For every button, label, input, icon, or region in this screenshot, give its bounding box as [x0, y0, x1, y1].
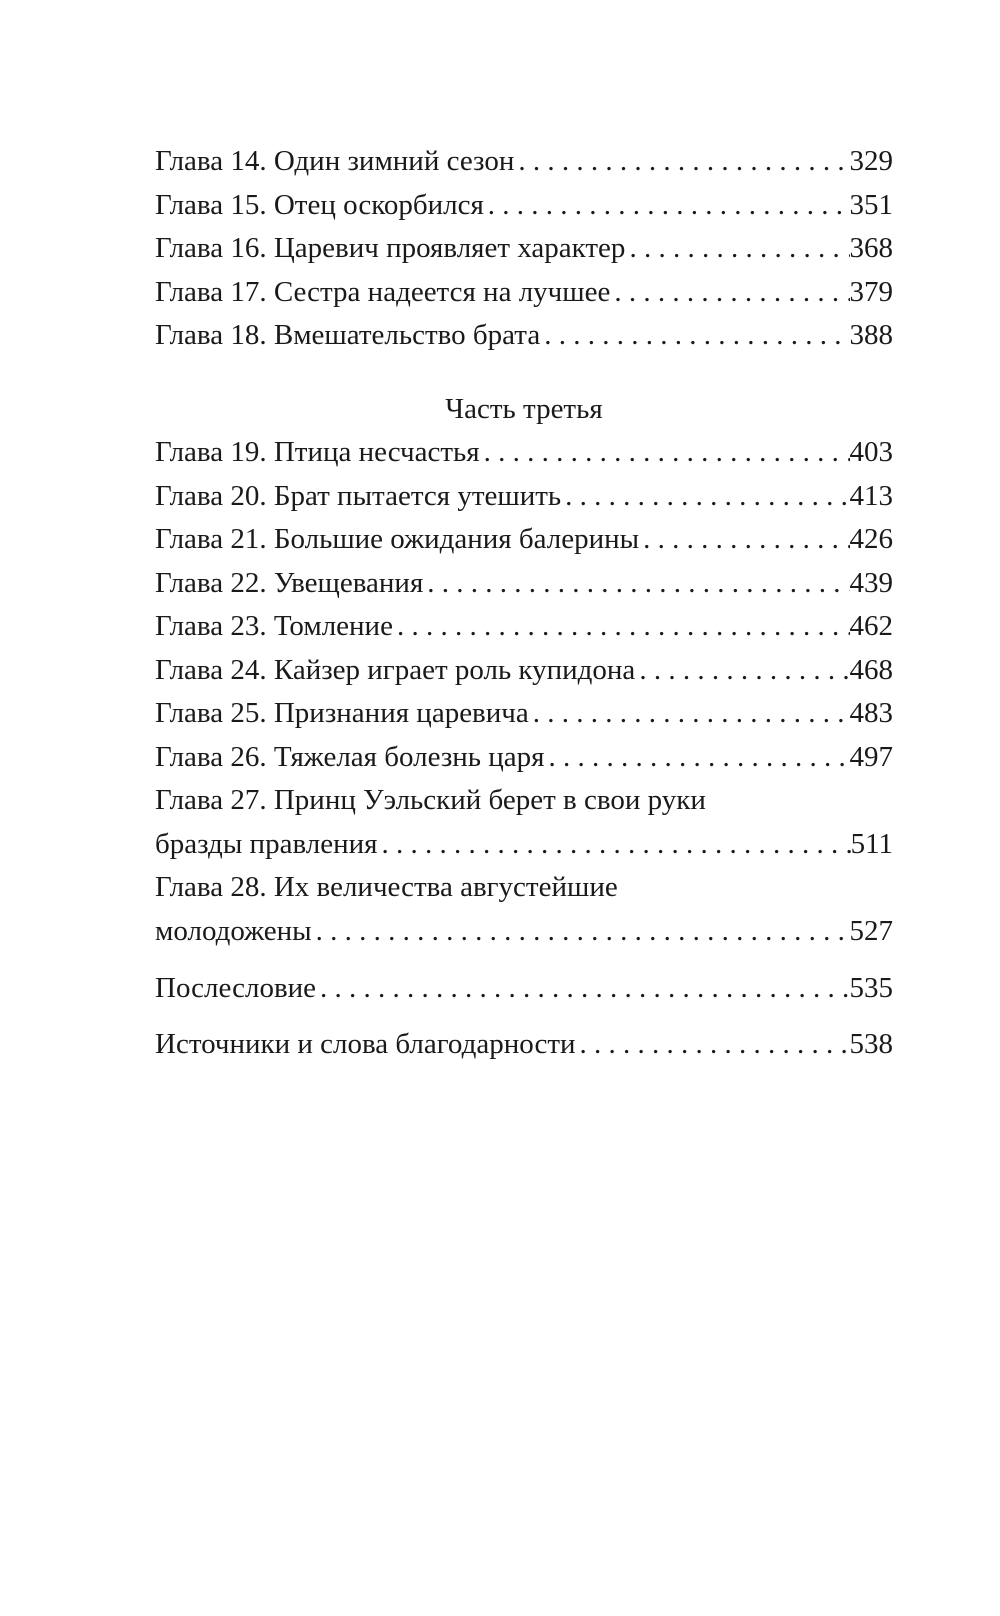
toc-entry-title: Глава 25. Признания царевича: [155, 697, 529, 729]
toc-entry-title: Глава 14. Один зимний сезон: [155, 145, 515, 177]
dot-leader: [610, 271, 849, 315]
toc-entry-title: Глава 24. Кайзер играет роль купидона: [155, 653, 636, 686]
toc-entry-ch18[interactable]: [155, 314, 893, 358]
dot-leader: [545, 736, 850, 780]
toc-entry-page: 538: [849, 1027, 893, 1060]
toc-entry-ch25[interactable]: [155, 692, 893, 736]
toc-entry-title-line2-row: [155, 823, 893, 867]
dot-leader: [540, 314, 849, 358]
toc-entry-title-line2-row: [155, 910, 893, 954]
toc-entry-ch15[interactable]: [155, 184, 893, 228]
toc-entry-title: Послесловие: [155, 972, 317, 1004]
toc-entry-ch24[interactable]: [155, 649, 893, 693]
toc-entry-page: 329: [849, 145, 893, 177]
dot-leader: [377, 823, 850, 867]
toc-entry-page: 462: [849, 610, 893, 642]
toc-entry-title: Источники и слова благодарности: [155, 1027, 576, 1060]
toc-entry-page: 413: [849, 479, 893, 512]
toc-entry-ch17[interactable]: [155, 271, 893, 315]
toc-entry-page: 351: [849, 188, 893, 221]
toc-entry-page: 368: [849, 232, 893, 264]
toc-entry-title: Глава 16. Царевич проявляет характер: [155, 232, 626, 264]
part-heading: Часть третья: [445, 392, 603, 425]
toc-entry-ch19[interactable]: [155, 431, 893, 475]
dot-leader: [393, 605, 850, 649]
toc-entry-title: Глава 23. Томление: [155, 610, 393, 642]
dot-leader: [639, 518, 849, 562]
toc-entry-ch21[interactable]: [155, 518, 893, 562]
dot-leader: [529, 692, 850, 736]
toc-entry-page: 426: [849, 523, 893, 555]
toc-entry-title: Глава 19. Птица несчастья: [155, 436, 480, 468]
toc-entry-afterword[interactable]: [155, 967, 893, 1011]
toc-entry-ch20[interactable]: [155, 475, 893, 519]
dot-leader: [561, 475, 849, 519]
toc-entry-title-line2: бразды правления: [155, 827, 378, 860]
toc-entry-title-line1: Глава 28. Их величества августейшие: [155, 871, 618, 903]
toc-entry-title: Глава 26. Тяжелая болезнь царя: [155, 740, 545, 773]
toc-entry-title-line2: молодожены: [155, 914, 312, 947]
toc-entry-title: Глава 21. Большие ожидания балерины: [155, 523, 640, 555]
dot-leader: [484, 184, 850, 228]
dot-leader: [625, 227, 849, 271]
dot-leader: [423, 562, 849, 606]
toc-entry-page: 497: [849, 740, 893, 773]
toc-entry-ch16[interactable]: [155, 227, 893, 271]
toc-entry-sources[interactable]: [155, 1023, 893, 1067]
toc-entry-title: Глава 15. Отец оскорбился: [155, 188, 484, 221]
dot-leader: [576, 1023, 850, 1067]
toc-entry-ch26[interactable]: [155, 736, 893, 780]
table-of-contents: [155, 140, 893, 1066]
toc-entry-title-line1: Глава 27. Принц Уэльский берет в свои руки: [155, 784, 706, 816]
toc-entry-title: Глава 20. Брат пытается утешить: [155, 479, 562, 512]
toc-entry-ch27[interactable]: [155, 779, 893, 866]
dot-leader: [316, 967, 849, 1011]
toc-entry-ch14[interactable]: [155, 140, 893, 184]
dot-leader: [635, 649, 849, 693]
toc-entry-page: 439: [849, 566, 893, 599]
toc-entry-title: Глава 17. Сестра надеется на лучшее: [155, 275, 611, 308]
toc-entry-page: 379: [849, 275, 893, 308]
toc-entry-ch28[interactable]: [155, 866, 893, 953]
toc-entry-title: Глава 18. Вмешательство брата: [155, 319, 541, 351]
dot-leader: [480, 431, 850, 475]
toc-entry-page: 388: [849, 319, 893, 351]
toc-entry-page: 511: [850, 827, 893, 860]
toc-entry-page: 403: [849, 436, 893, 468]
toc-entry-page: 483: [849, 697, 893, 729]
toc-entry-title: Глава 22. Увещевания: [155, 566, 424, 599]
toc-entry-page: 535: [849, 972, 893, 1004]
toc-entry-page: 468: [849, 653, 893, 686]
toc-entry-page: 527: [849, 914, 893, 947]
toc-entry-ch22[interactable]: [155, 562, 893, 606]
dot-leader: [312, 910, 850, 954]
toc-entry-ch23[interactable]: [155, 605, 893, 649]
dot-leader: [514, 140, 849, 184]
